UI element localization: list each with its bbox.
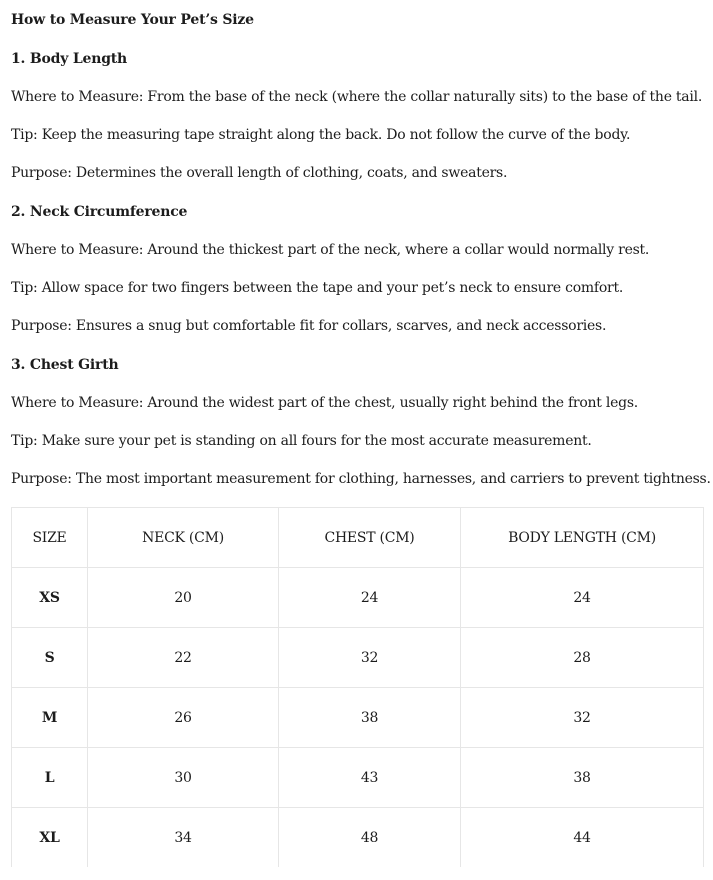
header-size: SIZE [12,508,88,568]
section-tip-chest: Tip: Make sure your pet is standing on all fours for the most accurate measurement. [11,433,592,449]
cell-neck: 22 [88,628,279,688]
cell-body-length: 44 [461,808,704,868]
section-where-chest: Where to Measure: Around the widest part of the chest, usually right behind the front legs. [11,395,638,411]
header-chest: CHEST (CM) [279,508,461,568]
page-title: How to Measure Your Pet’s Size [11,12,254,28]
cell-neck: 34 [88,808,279,868]
cell-size: S [12,628,88,688]
cell-size: XS [12,568,88,628]
section-heading-chest: 3. Chest Girth [11,357,119,373]
table-row [12,688,704,748]
section-where-neck: Where to Measure: Around the thickest part of the neck, where a collar would normally rest. [11,242,650,258]
header-body-length: BODY LENGTH (CM) [461,508,704,568]
section-heading-neck: 2. Neck Circumference [11,204,188,220]
cell-neck: 26 [88,688,279,748]
section-heading-body-length: 1. Body Length [11,51,128,67]
cell-chest: 38 [279,688,461,748]
cell-chest: 32 [279,628,461,688]
cell-size: L [12,748,88,808]
table-row [12,628,704,688]
header-neck: NECK (CM) [88,508,279,568]
table-row [12,748,704,808]
section-tip-neck: Tip: Allow space for two fingers between the tape and your pet’s neck to ensure comfort. [11,280,624,296]
table-row [12,808,704,868]
cell-body-length: 32 [461,688,704,748]
section-where-body-length: Where to Measure: From the base of the neck (where the collar naturally sits) to the base of the tail. [11,89,703,105]
section-tip-body-length: Tip: Keep the measuring tape straight along the back. Do not follow the curve of the body. [11,127,631,143]
cell-chest: 43 [279,748,461,808]
cell-size: M [12,688,88,748]
cell-neck: 30 [88,748,279,808]
cell-body-length: 28 [461,628,704,688]
table-row [12,568,704,628]
cell-size: XL [12,808,88,868]
section-purpose-neck: Purpose: Ensures a snug but comfortable fit for collars, scarves, and neck accessories. [11,318,607,334]
cell-body-length: 24 [461,568,704,628]
cell-body-length: 38 [461,748,704,808]
cell-chest: 48 [279,808,461,868]
cell-neck: 20 [88,568,279,628]
section-purpose-chest: Purpose: The most important measurement for clothing, harnesses, and carriers to prevent tightness. [11,471,711,487]
cell-chest: 24 [279,568,461,628]
size-chart-table [11,507,704,867]
table-header-row [12,508,704,568]
section-purpose-body-length: Purpose: Determines the overall length of clothing, coats, and sweaters. [11,165,508,181]
